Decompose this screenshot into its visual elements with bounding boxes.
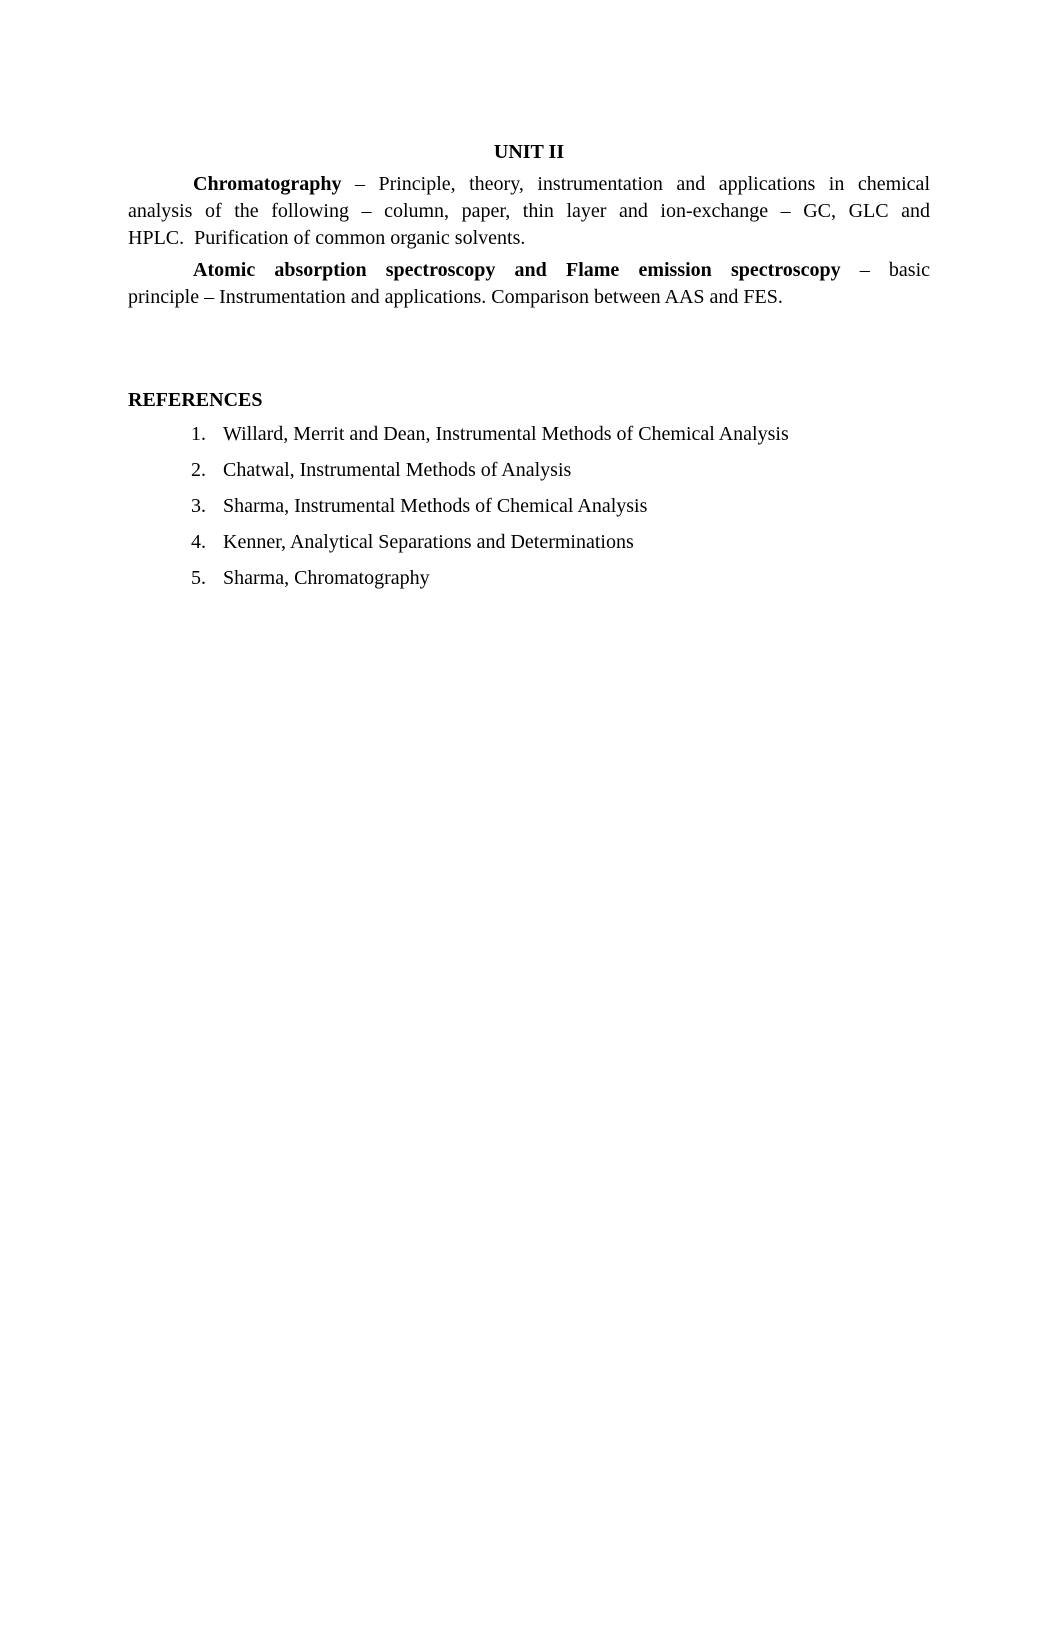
paragraph-chromatography bbox=[128, 171, 930, 252]
reference-number: 3. bbox=[191, 495, 206, 517]
references-list bbox=[128, 421, 930, 592]
reference-number: 2. bbox=[191, 459, 206, 481]
text-line bbox=[128, 257, 930, 284]
reference-item bbox=[128, 421, 930, 448]
reference-item bbox=[128, 565, 930, 592]
reference-text: Sharma, Instrumental Methods of Chemical Analysis bbox=[223, 495, 648, 517]
reference-text: Willard, Merrit and Dean, Instrumental Methods of Chemical Analysis bbox=[223, 423, 789, 445]
reference-item bbox=[128, 493, 930, 520]
reference-text: Chatwal, Instrumental Methods of Analysis bbox=[223, 459, 572, 481]
reference-item bbox=[128, 529, 930, 556]
text-line bbox=[128, 171, 930, 198]
paragraph-spectroscopy bbox=[128, 257, 930, 311]
document-page bbox=[0, 139, 1058, 1636]
reference-number: 4. bbox=[191, 531, 206, 553]
unit-title: UNIT II bbox=[493, 141, 565, 163]
bold-run: Chromatography bbox=[193, 173, 342, 195]
bold-run: Atomic absorption spectroscopy and Flame emission spectroscopy bbox=[193, 259, 841, 281]
text-line: analysis of the following – column, paper, thin layer and ion-exchange – GC, GLC and bbox=[128, 200, 930, 222]
text-line: HPLC. Purification of common organic solvents. bbox=[128, 227, 526, 249]
reference-item bbox=[128, 457, 930, 484]
text-run: – basic bbox=[840, 259, 931, 281]
reference-number: 1. bbox=[191, 423, 206, 445]
references-heading: REFERENCES bbox=[128, 389, 263, 411]
reference-text: Sharma, Chromatography bbox=[223, 567, 430, 589]
text-run: – Principle, theory, instrumentation and applications in chemical bbox=[341, 173, 930, 195]
reference-number: 5. bbox=[191, 567, 206, 589]
text-line: principle – Instrumentation and applications. Comparison between AAS and FES. bbox=[128, 286, 783, 308]
reference-text: Kenner, Analytical Separations and Determinations bbox=[223, 531, 634, 553]
page-content bbox=[128, 139, 930, 592]
